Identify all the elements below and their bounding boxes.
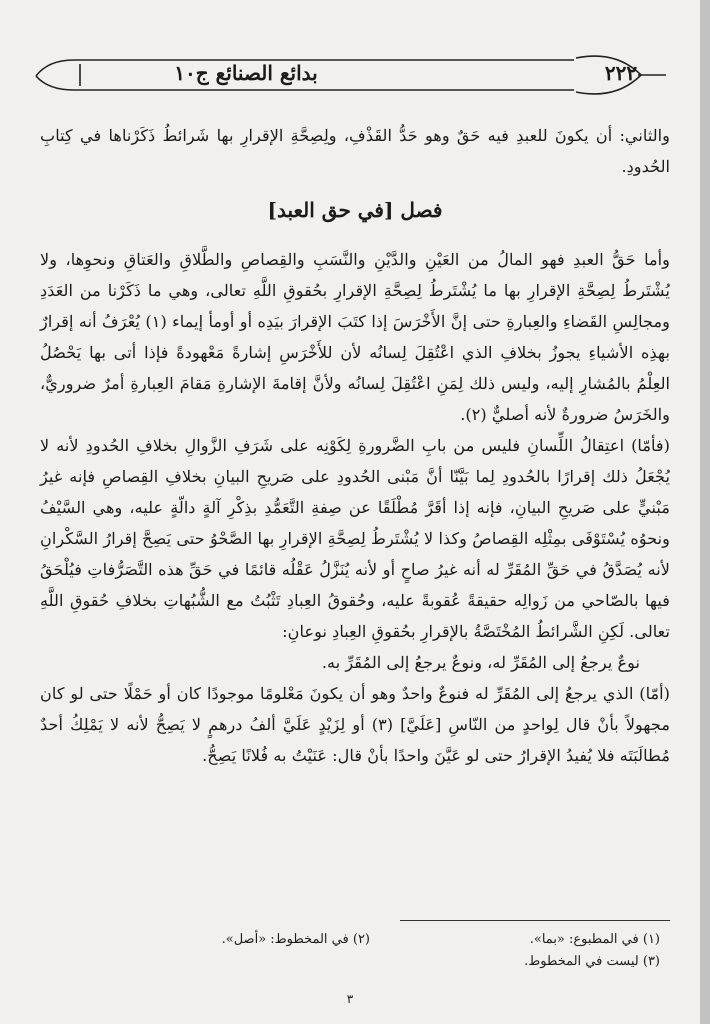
page-number: ٢٢٢ bbox=[604, 61, 638, 85]
section-heading: فصل [في حق العبد] bbox=[267, 198, 443, 222]
footnote-3: (٣) ليست في المخطوط. bbox=[524, 954, 660, 969]
running-title: بدائع الصنائع ج١٠ bbox=[174, 61, 318, 85]
intro-block bbox=[40, 120, 670, 182]
section-body bbox=[40, 244, 670, 771]
paragraph-rights: وأما حَقُّ العبدِ فهو المالُ من العَيْنِ والدَّيْنِ والنَّسَبِ والقِصاصِ والطَّلاقِ والعَتاقِ ونحوِها، ولا يُشْتَرطُ لِصِحَّةِ الإقرارِ بها ما يُشْتَرطُ لِصِحَّةِ الإقرارِ بحُقوقِ اللَّهِ تعالى، وهي ما ذَكَرْنا من العَدَدِ ومجالِسِ القَضاءِ والعِبارةِ حتى إنَّ الأَخْرَسَ إذا كتَبَ الإقرارَ بيَدِه أو أومأ إيماء (١) يُعْرَفُ أنه إقرارٌ بهذِه الأشياءِ يجوزُ بخلافِ الذي اعْتُقِلَ لِسانُه لأن للأَخْرَسِ إشارةً مَعْهودةً فإذا أتى بها يَحْصُلُ العِلْمُ بالمُشارِ إليه، وليس ذلك لِمَنِ اعْتُقِلَ لِسانُه ولأنَّ إقامةَ الإشارةِ مَقامَ العِبارةِ أمرٌ ضروريٌّ، والخَرَسُ ضرورةٌ لأنه أصليٌّ (٢). bbox=[40, 250, 670, 424]
footnote-2: (٢) في المخطوط: «أصل». bbox=[221, 932, 370, 947]
page-header bbox=[26, 50, 674, 100]
footnote-1: (١) في المطبوع: «بما». bbox=[529, 932, 660, 947]
paragraph-tongue: (فأمّا) اعتِقالُ اللِّسانِ فليس من بابِ الضَّرورةِ لِكَوْنِه على شَرَفِ الزَّوالِ بخلافِ الحُدودِ لأنه لا يُجْعَلُ ذلك إقرارًا بالحُدودِ لِما بَيَّنّا أنَّ مَبْنى الحُدودِ على صَريحِ البيانِ بخلافِ القِصاصِ فإنه غيرُ مَبْنيٍّ على صَريحِ البيانِ، فإنه إذا أقَرَّ مُطْلَقًا عن صِفةِ التَّعَمُّدِ بذِكْرِ آلةٍ دالّةٍ عليه، وهي السَّيْفُ ونحوُه يُسْتَوْفَى بمِثْلِه القِصاصُ وكذا لا يُشْتَرطُ لِصِحَّةِ الإقرارِ بها الصَّحْوُ حتى يَصِحَّ إقرارُ السَّكْرانِ لأنه يُصَدَّقُ في حَقِّ المُقَرِّ له أنه غيرُ صاحٍ أو لأنه يُنَزَّلُ عَقْلُه قائمًا في حَقِّ هذه التَّصَرُّفاتِ فيُلْحَقُ فيها بالصّاحي من زَوالِه حقيقةً عُقوبةً عليه، وحُقوقُ العِبادِ تَثْبُتُ مع الشُّبُهاتِ بخلافِ حُقوقِ اللَّهِ تعالى. لَكِنِ الشَّرائطُ المُخْتَصَّةُ بالإقرارِ بحُقوقِ العِبادِ نوعانِ: bbox=[40, 436, 670, 641]
paragraph-two-kinds: نوعٌ يرجعُ إلى المُقَرِّ له، ونوعٌ يرجعُ إلى المُقَرِّ به. bbox=[321, 653, 640, 672]
paragraph-known-party: (أمّا) الذي يرجعُ إلى المُقَرِّ له فنوعٌ واحدٌ وهو أن يكونَ مَعْلومًا موجودًا كان أو حَمْلًا حتى لو كان مجهولاً بأنْ قال لِواحدٍ من النّاسِ [عَلَيَّ] (٣) أو لِزَيْدٍ عَلَيَّ ألفُ درهمٍ لا يَصِحُّ لأنه لا يَمْلِكُ أحدٌ مُطالَبَتَه فلا يُفيدُ الإقرارُ حتى لو عَيَّنَ واحدًا بأنْ قال: عَنَيْتُ به فُلانًا يَصِحُّ. bbox=[40, 684, 671, 765]
page-gutter bbox=[700, 0, 710, 1024]
folio-mark: ٣ bbox=[346, 992, 354, 1006]
footnote-separator bbox=[400, 920, 670, 921]
intro-paragraph: والثاني: أن يكونَ للعبدِ فيه حَقٌ وهو حَدُّ القَذْفِ، ولِصِحَّةِ الإقرارِ بها شَرائطُ ذَكَرْناها في كِتابِ الحُدودِ. bbox=[40, 126, 670, 176]
